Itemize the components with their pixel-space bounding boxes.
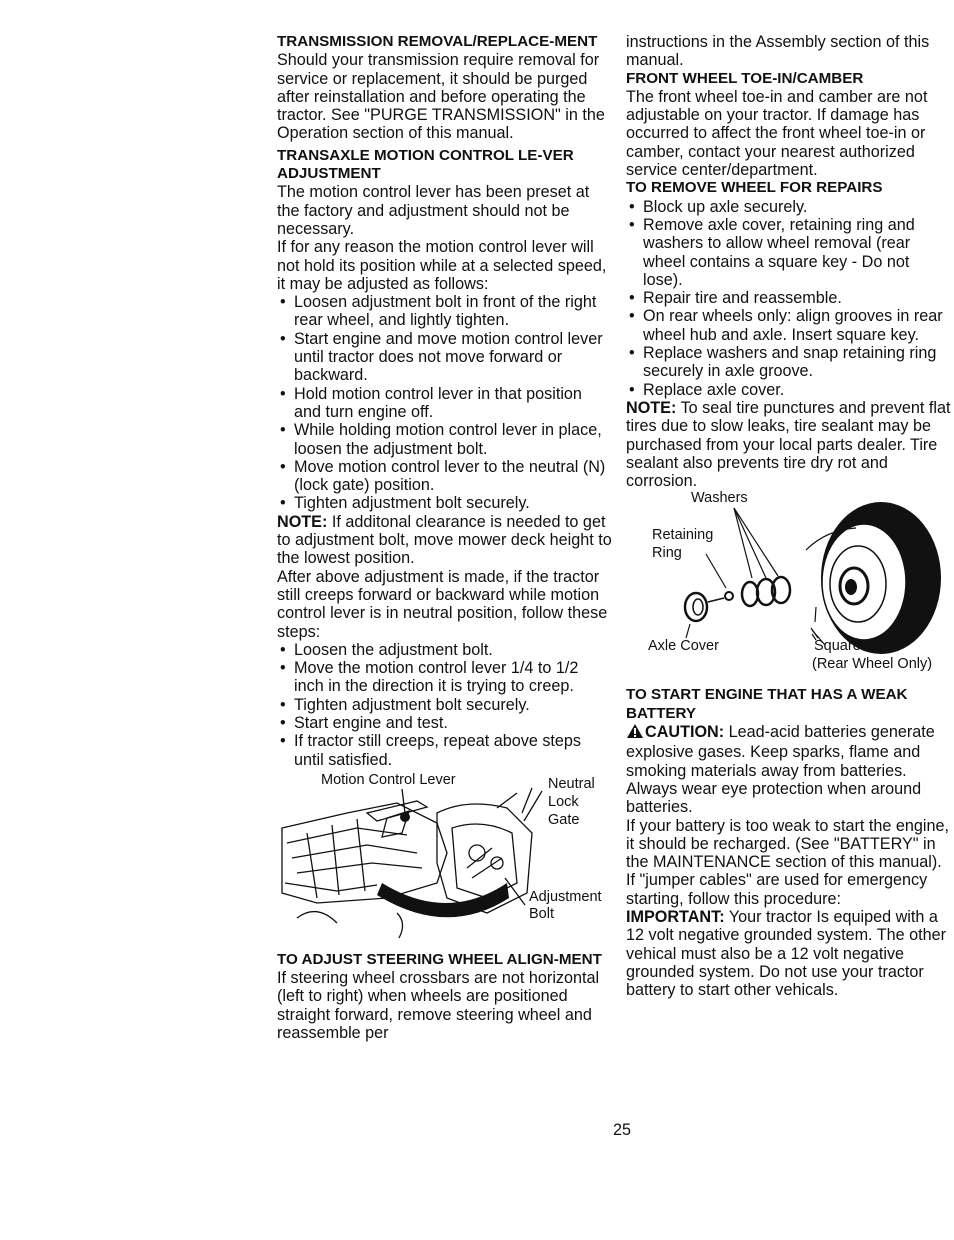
label-gate: Gate xyxy=(548,811,580,828)
list-item: • Start engine and test. xyxy=(277,714,612,732)
transaxle-paragraph-2: If for any reason the motion control lever will not hold its position while at a selected speed, it may be adjusted as follows: xyxy=(277,238,607,293)
label-lock: Lock xyxy=(548,793,579,810)
battery-paragraph-1: If your battery is too weak to start the engine, it should be recharged. (See "BATTERY" in the MAINTENANCE section of this manual). xyxy=(626,816,950,872)
label-retaining: Retaining xyxy=(652,527,714,544)
label-rear-wheel-only: (Rear Wheel Only) xyxy=(812,656,933,673)
important-label: IMPORTANT: xyxy=(626,907,725,926)
toe-in-heading: FRONT WHEEL TOE-IN/CAMBER xyxy=(626,69,864,87)
list-item: • Remove axle cover, retaining ring and washers to allow wheel removal (rear wheel contains a square key - Do not lose). xyxy=(626,216,952,289)
toe-in-body: The front wheel toe-in and camber are not adjustable on your tractor. If damage has occurred to affect the front wheel toe-in or camber, contact your nearest authorized service center/department. xyxy=(626,87,928,180)
list-item: • Loosen adjustment bolt in front of the right rear wheel, and lightly tighten. xyxy=(277,293,612,330)
important-text: Your tractor Is equiped with a 12 volt negative grounded system. The other vehical must also be a 12 volt negative grounded system. Do not use your tractor battery to start other vehicals. xyxy=(626,907,947,1000)
steering-heading: TO ADJUST STEERING WHEEL ALIGN-MENT xyxy=(277,950,602,968)
list-item: • Move the motion control lever 1/4 to 1/2 inch in the direction it is trying to creep. xyxy=(277,659,612,696)
remove-wheel-steps-list xyxy=(626,198,952,399)
note-label: NOTE: xyxy=(626,398,677,417)
warning-triangle-icon xyxy=(626,723,644,743)
list-item: • Repair tire and reassemble. xyxy=(626,289,952,307)
adjustment-steps-list xyxy=(277,293,612,513)
transmission-heading: TRANSMISSION REMOVAL/REPLACE-MENT xyxy=(277,33,598,50)
label-square-key: Square Key xyxy=(814,638,890,655)
list-item: • Tighten adjustment bolt securely. xyxy=(277,696,612,714)
list-item: • If tractor still creeps, repeat above steps until satisfied. xyxy=(277,732,612,769)
caution-paragraph xyxy=(626,723,952,816)
transaxle-heading: TRANSAXLE MOTION CONTROL LE-VER ADJUSTMENT xyxy=(277,146,574,183)
list-item: • On rear wheels only: align grooves in rear wheel hub and axle. Insert square key. xyxy=(626,307,952,344)
list-item: • Loosen the adjustment bolt. xyxy=(277,641,612,659)
transmission-body: Should your transmission require removal for service or replacement, it should be purged after reinstallation and before operating the tractor. See "PURGE TRANSMISSION" in the Operation section of this manual. xyxy=(277,51,605,143)
list-item: • Replace washers and snap retaining ring securely in axle groove. xyxy=(626,344,952,381)
note-text: To seal tire punctures and prevent flat tires due to slow leaks, tire sealant may be purchased from your local parts dealer. Tire sealant also prevents tire dry rot and corrosion. xyxy=(626,398,951,491)
caution-text: Lead-acid batteries generate explosive gases. Keep sparks, flame and smoking materials away from batteries. Always wear eye protection when around batteries. xyxy=(626,723,935,817)
caution-label: CAUTION: xyxy=(645,723,725,742)
wheel-assembly-figure xyxy=(626,490,952,686)
list-item: • Start engine and move motion control lever until tractor does not move forward or backward. xyxy=(277,330,612,385)
label-motion-control-lever: Motion Control Lever xyxy=(321,771,456,788)
page-number: 25 xyxy=(612,1121,631,1139)
remove-wheel-heading: TO REMOVE WHEEL FOR REPAIRS xyxy=(626,179,883,197)
label-neutral: Neutral xyxy=(548,775,595,792)
right-column xyxy=(626,33,952,999)
list-item: • Tighten adjustment bolt securely. xyxy=(277,494,612,512)
list-item: • Replace axle cover. xyxy=(626,381,952,399)
label-bolt: Bolt xyxy=(529,905,554,922)
transaxle-paragraph-1: The motion control lever has been preset at the factory and adjustment should not be necessary. xyxy=(277,183,590,238)
steering-body: If steering wheel crossbars are not horizontal (left to right) when wheels are positioned straight forward, remove steering wheel and reassemble per xyxy=(277,969,600,1043)
left-column xyxy=(277,33,612,1042)
battery-paragraph-2: If "jumper cables" are used for emergency starting, follow this procedure: xyxy=(626,871,928,908)
steering-continued: instructions in the Assembly section of this manual. xyxy=(626,33,930,70)
weak-battery-heading: TO START ENGINE THAT HAS A WEAK BATTERY xyxy=(626,686,908,722)
list-item: • Move motion control lever to the neutral (N) (lock gate) position. xyxy=(277,458,612,495)
creep-steps-list xyxy=(277,641,612,769)
after-adjustment-paragraph: After above adjustment is made, if the tractor still creeps forward or backward while motion control lever is in neutral position, follow these steps: xyxy=(277,567,608,641)
list-item: • While holding motion control lever in place, loosen the adjustment bolt. xyxy=(277,421,612,458)
label-adjustment: Adjustment xyxy=(529,888,602,905)
motion-control-lever-figure xyxy=(277,773,612,945)
note-label: NOTE: xyxy=(277,512,328,531)
sealant-note-paragraph xyxy=(626,399,952,490)
note-paragraph xyxy=(277,513,612,568)
label-washers: Washers xyxy=(691,490,748,507)
note-text: If additonal clearance is needed to get to adjustment bolt, move mower deck height to the lowest position. xyxy=(277,512,612,568)
label-ring: Ring xyxy=(652,545,682,562)
list-item: • Hold motion control lever in that position and turn engine off. xyxy=(277,385,612,422)
list-item: • Block up axle securely. xyxy=(626,198,952,216)
label-axle-cover: Axle Cover xyxy=(648,638,719,655)
important-paragraph xyxy=(626,908,952,999)
